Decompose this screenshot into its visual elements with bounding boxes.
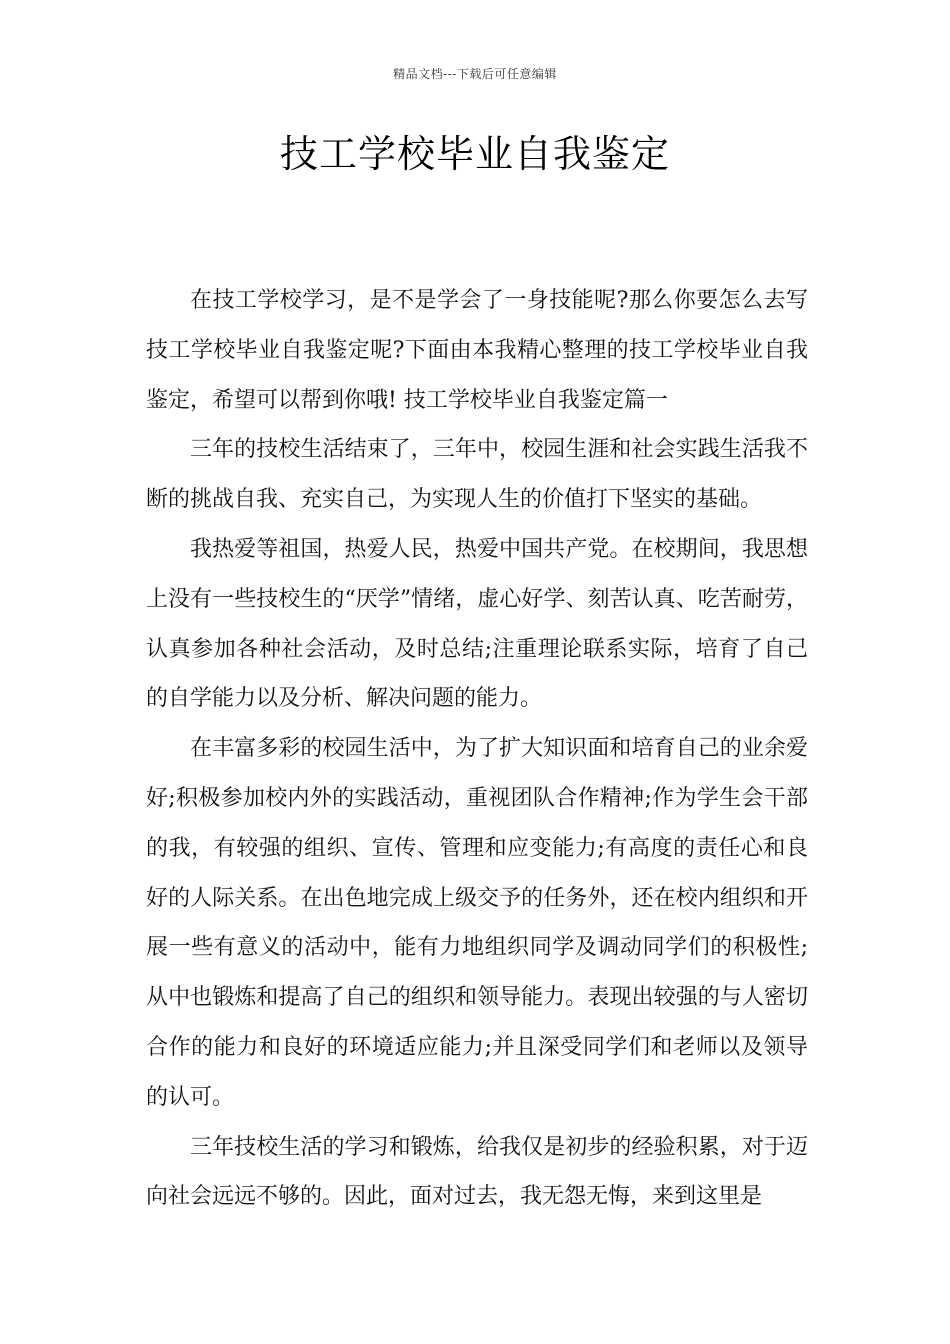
document-title: 技工学校毕业自我鉴定 [279, 132, 670, 176]
header-note: 精品文档---下载后可任意编辑 [393, 67, 557, 81]
paragraph-4: 三年技校生活的学习和锻炼，给我仅是初步的经验积累，对于迈向社会远远不够的。因此，面对过去，我无怨无悔，来到这里是 [146, 1134, 808, 1210]
paragraph-1: 三年的技校生活结束了，三年中，校园生涯和社会实践生活我不断的挑战自我、充实自己，为实现人生的价值打下坚实的基础。 [146, 437, 808, 513]
paragraph-3: 在丰富多彩的校园生活中，为了扩大知识面和培育自己的业余爱好;积极参加校内外的实践活动，重视团队合作精神;作为学生会干部的我，有较强的组织、宣传、管理和应变能力;有高度的责任心和良好的人际关系。在出色地完成上级交予的任务外，还在校内组织和开展一些有意义的活动中，能有力地组织同学及调动同学们的积极性;从中也锻炼和提高了自己的组织和领导能力。表现出较强的与人密切合作的能力和良好的环境适应能力;并且深受同学们和老师以及领导的认可。 [146, 736, 808, 1110]
document-body [146, 276, 808, 1222]
paragraph-2: 我热爱等祖国，热爱人民，热爱中国共产党。在校期间，我思想上没有一些技校生的“厌学”情绪，虚心好学、刻苦认真、吃苦耐劳，认真参加各种社会活动，及时总结;注重理论联系实际，培育了自己的自学能力以及分析、解决问题的能力。 [146, 536, 808, 712]
paragraph-intro: 在技工学校学习，是不是学会了一身技能呢?那么你要怎么去写技工学校毕业自我鉴定呢?下面由本我精心整理的技工学校毕业自我鉴定，希望可以帮到你哦! 技工学校毕业自我鉴定篇一 [146, 288, 808, 413]
